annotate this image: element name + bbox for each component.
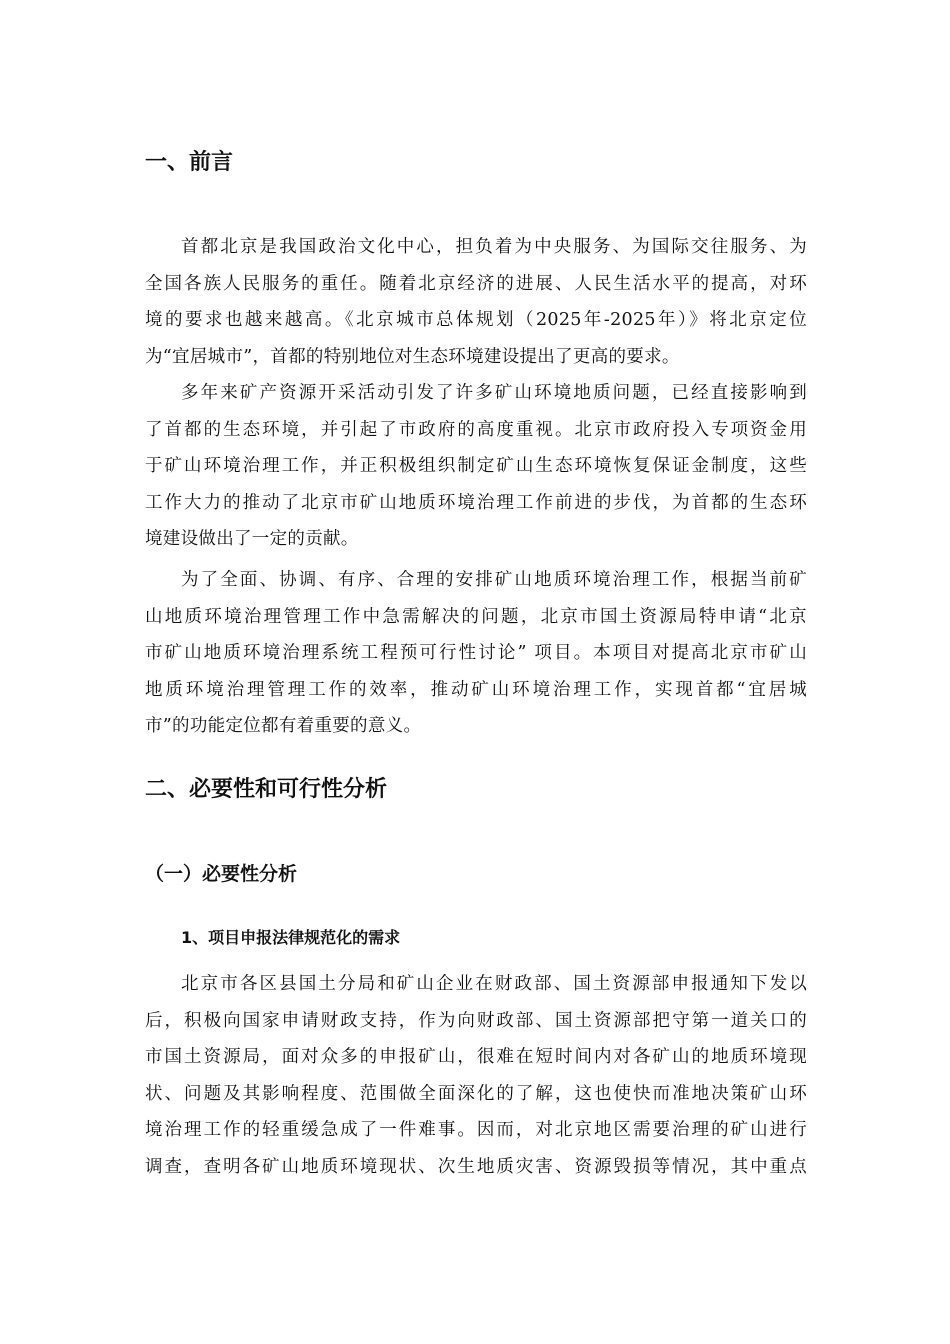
text-line: 工作大力的推动了北京市矿山地质环境治理工作前进的步伐，为首都的生态环: [145, 492, 807, 513]
text-line: 境建设做出了一定的贡献。: [145, 529, 359, 549]
subsection-heading-necessity: （一）必要性分析: [145, 863, 298, 885]
text-line: 地质环境治理管理工作的效率，推动矿山环境治理工作，实现首都“宜居城: [145, 679, 807, 700]
text-line: 多年来矿产资源开采活动引发了许多矿山环境地质问题，已经直接影响到: [181, 383, 807, 403]
text-line: 了首都的生态环境，并引起了市政府的高度重视。北京市政府投入专项资金用: [145, 419, 807, 440]
preface-paragraph-2: [145, 375, 807, 558]
preface-paragraph-1: [145, 229, 807, 375]
preface-paragraph-3: [145, 562, 807, 745]
item-heading-legal-standardization: 1、项目申报法律规范化的需求: [181, 928, 401, 947]
text-line: 境治理工作的轻重缓急成了一件难事。因而，对北京地区需要治理的矿山进行: [145, 1120, 807, 1140]
text-line: 市”的功能定位都有着重要的意义。: [145, 716, 422, 736]
text-line: 为“宜居城市”，首都的特别地位对生态环境建设提出了更高的要求。: [145, 346, 680, 367]
text-line: 状、问题及其影响程度、范围做全面深化的了解，这也使快而准地决策矿山环: [145, 1083, 807, 1104]
text-line: 北京市各区县国土分局和矿山企业在财政部、国土资源部申报通知下发以: [181, 974, 807, 994]
text-line: 后，积极向国家申请财政支持，作为向财政部、国土资源部把守第一道关口的: [145, 1010, 807, 1031]
text-line: 于矿山环境治理工作，并正积极组织制定矿山生态环境恢复保证金制度，这些: [145, 456, 807, 476]
text-line: 全国各族人民服务的重任。随着北京经济的进展、人民生活水平的提高，对环: [145, 273, 807, 294]
section-heading-necessity-feasibility: 二、必要性和可行性分析: [145, 777, 388, 802]
section-heading-preface: 一、前言: [145, 150, 234, 175]
legal-standardization-paragraph: [145, 966, 807, 1185]
text-line: 首都北京是我国政治文化中心，担负着为中央服务、为国际交往服务、为: [181, 237, 807, 257]
text-line: 境的要求也越来越高。《北京城市总体规划（2025年-2025年）》将北京定位: [145, 310, 807, 330]
text-line: 为了全面、协调、有序、合理的安排矿山地质环境治理工作，根据当前矿: [181, 570, 807, 590]
text-line: 山地质环境治理管理工作中急需解决的问题，北京市国土资源局特申请“北京: [145, 606, 807, 627]
text-line: 调查，查明各矿山地质环境现状、次生地质灾害、资源毁损等情况，其中重点: [145, 1156, 807, 1177]
text-line: 市矿山地质环境治理系统工程预可行性讨论” 项目。本项目对提高北京市矿山: [145, 643, 807, 663]
text-line: 市国土资源局，面对众多的申报矿山，很难在短时间内对各矿山的地质环境现: [145, 1047, 807, 1067]
